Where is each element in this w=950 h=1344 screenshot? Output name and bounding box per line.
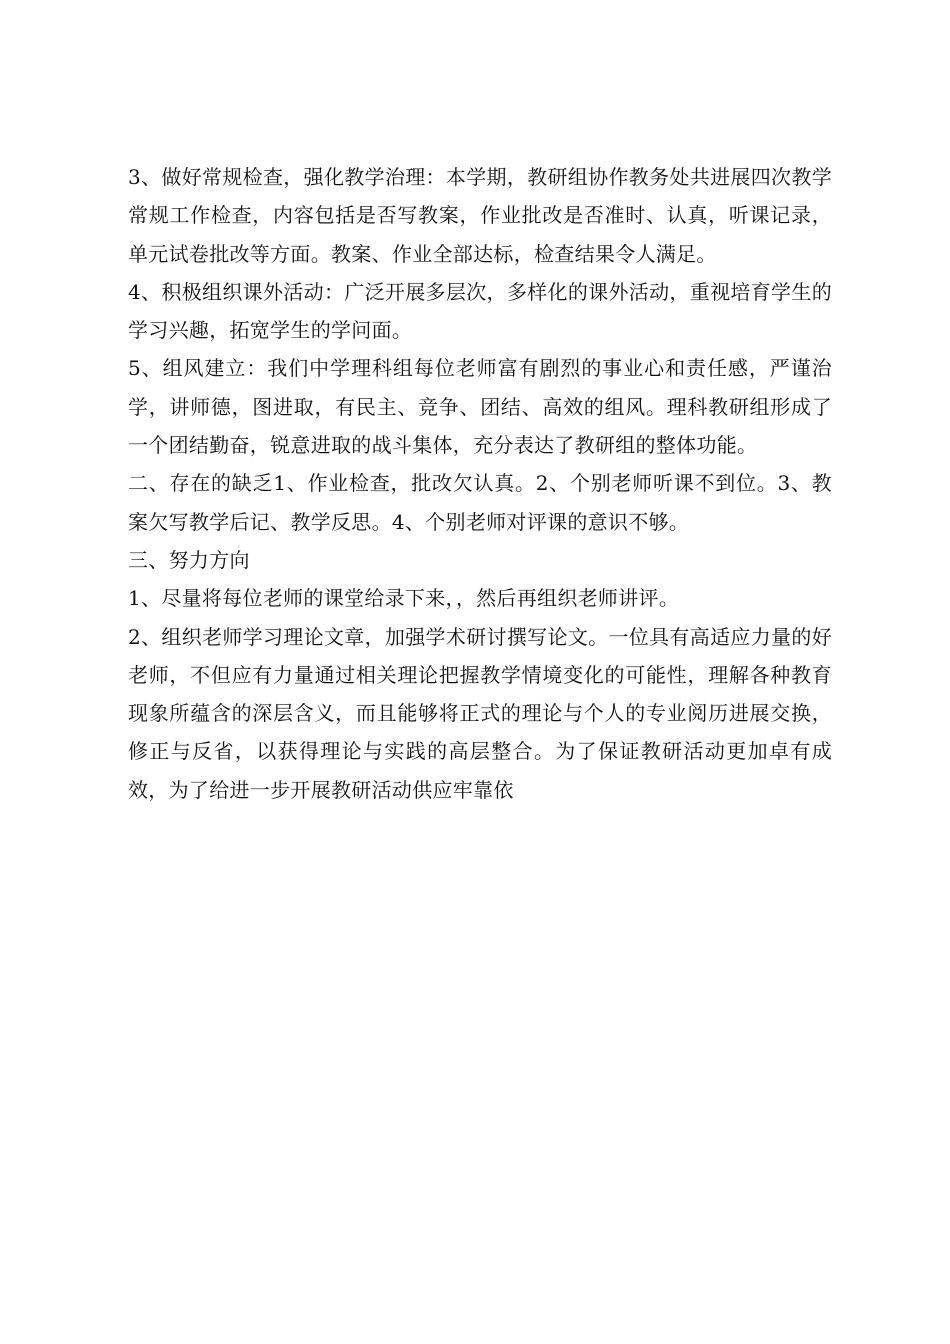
section-heading-direction: 三、努力方向	[128, 547, 250, 572]
paragraph-group-style: 5、组风建立：我们中学理科组每位老师富有剧烈的事业心和责任感，严谨治学，讲师德，图进取，有民主、竞争、团结、高效的组风。理科教研组形成了一个团结勤奋，锐意进取的战斗集体，充分表达了教研组的整体功能。	[128, 356, 832, 458]
paragraph-routine-inspection: 3、做好常规检查，强化教学治理：本学期，教研组协作教务处共进展四次教学常规工作检查，内容包括是否写教案，作业批改是否准时、认真，听课记录，单元试卷批改等方面。教案、作业全部达标，检查结果令人满足。	[128, 165, 832, 266]
paragraph-theory-study: 2、组织老师学习理论文章，加强学术研讨撰写论文。一位具有高适应力量的好老师，不但应有力量通过相关理论把握教学情境变化的可能性，理解各种教育现象所蕴含的深层含义，而且能够将正式的理论与个人的专业阅历进展交换，修正与反省，以获得理论与实践的高层整合。为了保证教研活动更加卓有成效，为了给进一步开展教研活动供应牢靠依	[128, 624, 832, 802]
paragraph-extracurricular: 4、积极组织课外活动：广泛开展多层次，多样化的课外活动，重视培育学生的学习兴趣，拓宽学生的学问面。	[128, 279, 832, 343]
paragraph-shortcomings: 二、存在的缺乏1、作业检查，批改欠认真。2、个别老师听课不到位。3、教案欠写教学后记、教学反思。4、个别老师对评课的意识不够。	[128, 471, 832, 534]
document-body	[128, 158, 832, 809]
paragraph-record-lessons: 1、尽量将每位老师的课堂给录下来，，然后再组织老师讲评。	[128, 586, 680, 611]
